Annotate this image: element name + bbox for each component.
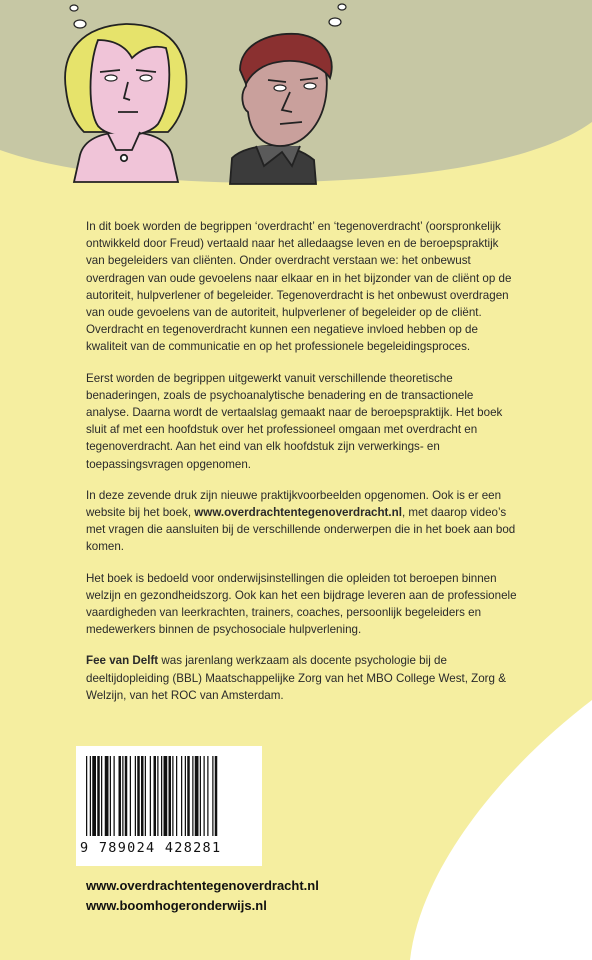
website-link[interactable]: www.overdrachtentegenoverdracht.nl	[194, 506, 402, 520]
barcode-bar	[92, 756, 96, 836]
barcode-bar	[145, 756, 146, 836]
barcode-bar	[137, 756, 140, 836]
white-curve	[410, 700, 592, 960]
barcode-bar	[187, 756, 190, 836]
barcode-bar	[185, 756, 186, 836]
barcode	[76, 746, 262, 866]
barcode-bar	[172, 756, 173, 836]
barcode-bar	[154, 756, 157, 836]
woman-figure-icon	[65, 24, 186, 182]
barcode-bar	[215, 756, 218, 836]
barcode-bar	[150, 756, 151, 836]
barcode-bar	[114, 756, 115, 836]
barcode-bar	[105, 756, 109, 836]
barcode-bar	[164, 756, 168, 836]
barcode-bar	[204, 756, 205, 836]
author-name: Fee van Delft	[86, 654, 159, 668]
barcode-bar	[212, 756, 213, 836]
url-boom[interactable]: www.boomhogeronderwijs.nl	[86, 898, 267, 913]
barcode-bar	[90, 756, 91, 836]
barcode-bar	[141, 756, 144, 836]
barcode-bar	[200, 756, 201, 836]
barcode-bar	[207, 756, 208, 836]
barcode-bar	[135, 756, 136, 836]
barcode-bar	[157, 756, 158, 836]
barcode-bar	[122, 756, 123, 836]
barcode-bar	[86, 756, 87, 836]
barcode-bar	[195, 756, 199, 836]
barcode-bar	[97, 756, 100, 836]
paragraph-approach: Eerst worden de begrippen uitgewerkt vanuit verschillende theoretische benaderingen, zoals de psychoanalytische benadering en de transactionele analyse. Daarna wordt de vertaalslag gemaakt naar de beroepspraktijk. Het boek sluit af met een hoofdstuk over het professioneel omgaan met overdracht en tegenoverdracht. Aan het eind van elk hoofdstuk zijn verwerkings- en toepassingsvragen opgenomen.	[86, 371, 503, 471]
barcode-bar	[161, 756, 162, 836]
barcode-bar	[101, 756, 102, 836]
footer-urls	[86, 876, 319, 916]
barcode-bar	[125, 756, 128, 836]
barcode-bar	[176, 756, 177, 836]
blurb-text	[86, 218, 518, 718]
barcode-bar	[130, 756, 131, 836]
barcode-bar	[169, 756, 172, 836]
paragraph-author: Fee van Delft was jarenlang werkzaam als docente psychologie bij de deeltijdopleiding (BBL) Maatschappelijke Zorg van het MBO College West, Zorg & Welzijn, van het ROC van Amsterdam.	[86, 654, 506, 702]
barcode-bar	[110, 756, 111, 836]
paragraph-edition: In deze zevende druk zijn nieuwe praktijkvoorbeelden opgenomen. Ook is er een website bij het boek, www.overdrachtentegenoverdracht.nl, met daarop video’s met vragen die aansluiten bij de verschillende onderwerpen die in het boek aan bod komen.	[86, 488, 516, 554]
barcode-bar	[119, 756, 122, 836]
barcode-bar	[181, 756, 182, 836]
paragraph-intro: In dit boek worden de begrippen ‘overdracht’ en ‘tegenoverdracht’ (oorspronkelijk ontwikkeld door Freud) vertaald naar het alledaagse leven en de beroepspraktijk van begeleiders van cliënten. Onder overdracht verstaan we: het onbewust overdragen van oude gevoelens naar elkaar en in het bijzonder van de cliënt op de autoriteit, hulpverlener of begeleider. Tegenoverdracht is het onbewust overdragen van oude gevoelens van de autoriteit, hulpverlener of begeleider op de cliënt. Overdracht en tegenoverdracht kunnen een negatieve invloed hebben op de kwaliteit van de communicatie en op het professionele begeleidingsproces.	[86, 220, 512, 354]
barcode-bar	[192, 756, 193, 836]
isbn-digits: 9 789024 428281	[80, 840, 222, 856]
paragraph-audience: Het boek is bedoeld voor onderwijsinstellingen die opleiden tot beroepen binnen welzijn en gezondheidszorg. Ook kan het een bijdrage leveren aan de professionele vaardigheden van leerkrachten, trainers, coaches, persoonlijk begeleiders en medewerkers binnen de psychosociale hulpverlening.	[86, 571, 517, 637]
url-overdracht[interactable]: www.overdrachtentegenoverdracht.nl	[86, 878, 319, 893]
